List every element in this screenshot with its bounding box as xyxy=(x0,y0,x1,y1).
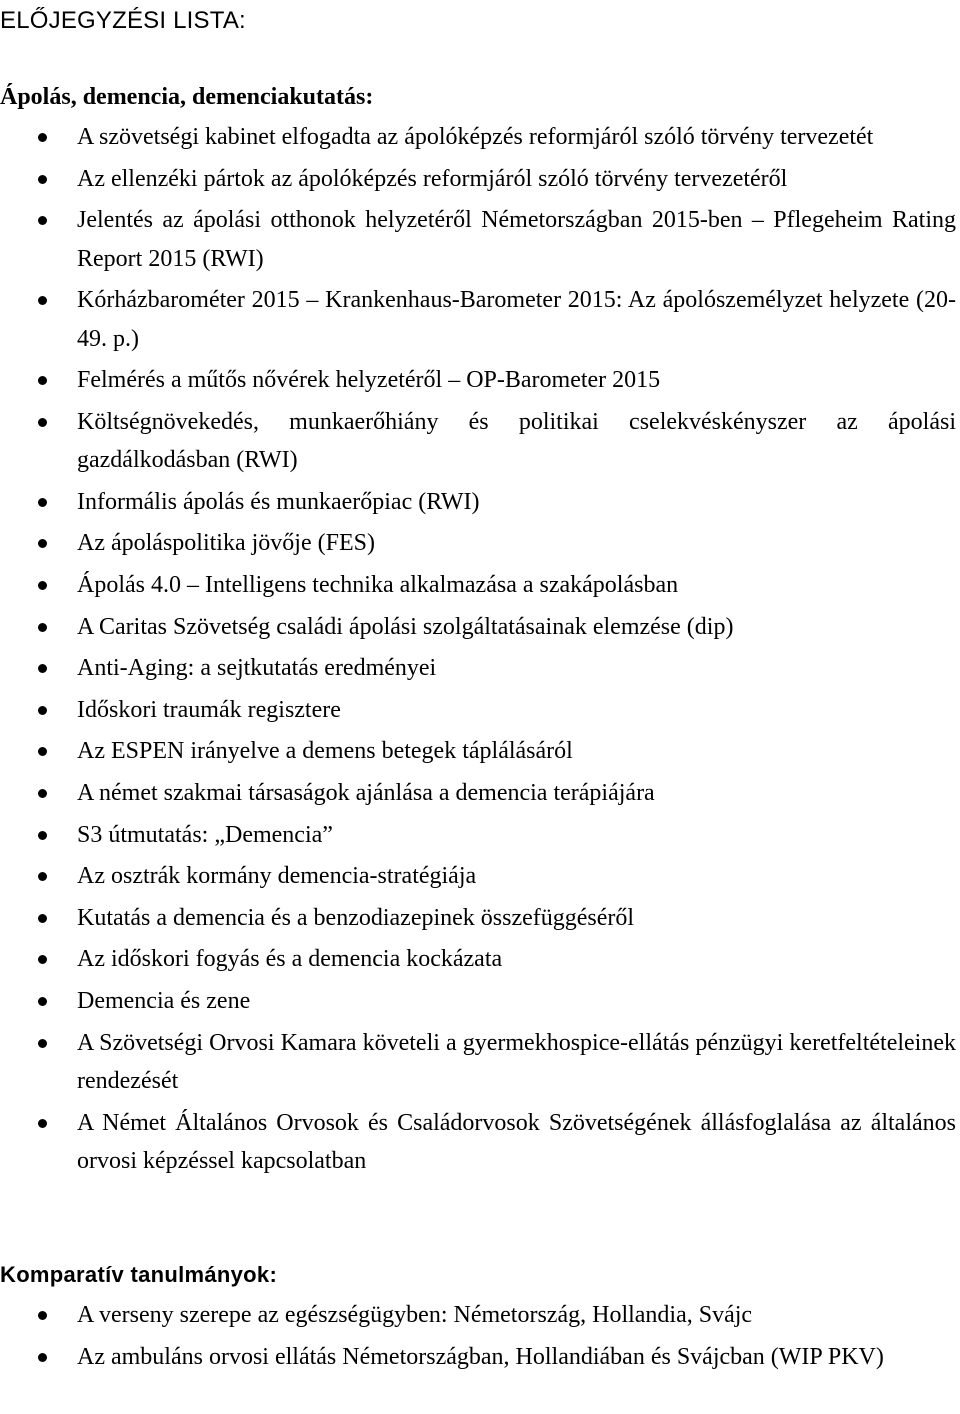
list-item xyxy=(0,1338,960,1376)
section-list xyxy=(0,1296,960,1376)
section-heading: Ápolás, demencia, demenciakutatás: xyxy=(0,84,374,110)
bullet-icon xyxy=(38,914,47,923)
list-item xyxy=(0,857,960,895)
list-item xyxy=(0,118,960,156)
list-item xyxy=(0,403,960,480)
list-item xyxy=(0,1024,960,1101)
bullet-icon xyxy=(38,376,47,385)
bullet-icon xyxy=(38,831,47,840)
list-item-text: A Német Általános Orvosok és Családorvosok Szövetségének állásfoglalása az általános orvosi képzéssel kapcsolatban xyxy=(77,1109,956,1174)
list-item xyxy=(0,160,960,198)
bullet-icon xyxy=(38,955,47,964)
list-item-text: A Caritas Szövetség családi ápolási szolgáltatásainak elemzése (dip) xyxy=(77,613,734,640)
list-item-text: S3 útmutatás: „Demencia” xyxy=(77,821,333,848)
list-item-text: Anti-Aging: a sejtkutatás eredményei xyxy=(77,655,437,682)
list-item xyxy=(0,649,960,687)
list-item xyxy=(0,201,960,278)
list-item-text: Az ambuláns orvosi ellátás Németországban, Hollandiában és Svájcban (WIP PKV) xyxy=(77,1343,884,1370)
bullet-icon xyxy=(38,133,47,142)
section-heading: Komparatív tanulmányok: xyxy=(0,1262,278,1287)
bullet-icon xyxy=(38,581,47,590)
bullet-icon xyxy=(38,296,47,305)
bullet-icon xyxy=(38,1039,47,1048)
bullet-icon xyxy=(38,1119,47,1128)
list-item xyxy=(0,982,960,1020)
list-item-text: Informális ápolás és munkaerőpiac (RWI) xyxy=(77,488,480,515)
list-item-text: Az időskori fogyás és a demencia kockázata xyxy=(77,946,503,973)
list-item-text: Időskori traumák regisztere xyxy=(77,696,341,723)
list-item xyxy=(0,524,960,562)
bullet-icon xyxy=(38,747,47,756)
list-item xyxy=(0,940,960,978)
document-title: ELŐJEGYZÉSI LISTA: xyxy=(0,7,246,34)
list-item-text: Jelentés az ápolási otthonok helyzetéről Németországban 2015-ben – Pflegeheim Rating Report 2015 (RWI) xyxy=(77,207,956,272)
bullet-icon xyxy=(38,664,47,673)
bullet-icon xyxy=(38,175,47,184)
list-item-text: A szövetségi kabinet elfogadta az ápolóképzés reformjáról szóló törvény tervezetét xyxy=(77,124,874,150)
list-item-text: Felmérés a műtős nővérek helyzetéről – OP-Barometer 2015 xyxy=(77,367,661,394)
list-item-text: Kórházbarométer 2015 – Krankenhaus-Barometer 2015: Az ápolószemélyzet helyzete (20-49. p.) xyxy=(77,287,956,352)
list-item xyxy=(0,608,960,646)
bullet-icon xyxy=(38,1311,47,1320)
list-item xyxy=(0,774,960,812)
list-item-text: Az ESPEN irányelve a demens betegek táplálásáról xyxy=(77,738,573,765)
list-item xyxy=(0,899,960,937)
list-item xyxy=(0,732,960,770)
bullet-icon xyxy=(38,872,47,881)
list-item xyxy=(0,691,960,729)
bullet-icon xyxy=(38,997,47,1006)
list-item xyxy=(0,281,960,358)
bullet-icon xyxy=(38,789,47,798)
list-item xyxy=(0,816,960,854)
list-item-text: Az ellenzéki pártok az ápolóképzés reformjáról szóló törvény tervezetéről xyxy=(77,165,788,192)
section-list xyxy=(0,118,960,1180)
bullet-icon xyxy=(38,1353,47,1362)
bullet-icon xyxy=(38,539,47,548)
list-item xyxy=(0,1296,960,1334)
bullet-icon xyxy=(38,216,47,225)
list-item-text: A német szakmai társaságok ajánlása a demencia terápiájára xyxy=(77,779,655,806)
bullet-icon xyxy=(38,498,47,507)
bullet-icon xyxy=(38,623,47,632)
list-item-text: Az ápoláspolitika jövője (FES) xyxy=(77,530,375,557)
list-item-text: Demencia és zene xyxy=(77,987,251,1014)
list-item-text: Ápolás 4.0 – Intelligens technika alkalmazása a szakápolásban xyxy=(77,571,679,598)
list-item xyxy=(0,1104,960,1181)
section-komparativ xyxy=(0,1258,960,1379)
list-item-text: Kutatás a demencia és a benzodiazepinek összefüggéséről xyxy=(77,904,635,931)
list-item xyxy=(0,483,960,521)
bullet-icon xyxy=(38,706,47,715)
bullet-icon xyxy=(38,418,47,427)
list-item-text: Költségnövekedés, munkaerőhiány és politikai cselekvéskényszer az ápolási gazdálkodásban (RWI) xyxy=(77,408,956,474)
list-item xyxy=(0,566,960,604)
list-item xyxy=(0,361,960,399)
list-item-text: Az osztrák kormány demencia-stratégiája xyxy=(77,863,477,890)
list-item-text: A Szövetségi Orvosi Kamara követeli a gyermekhospice-ellátás pénzügyi keretfeltételeinek rendezését xyxy=(77,1029,956,1094)
section-apolas-demencia xyxy=(0,80,960,1184)
list-item-text: A verseny szerepe az egészségügyben: Németország, Hollandia, Svájc xyxy=(77,1302,753,1328)
